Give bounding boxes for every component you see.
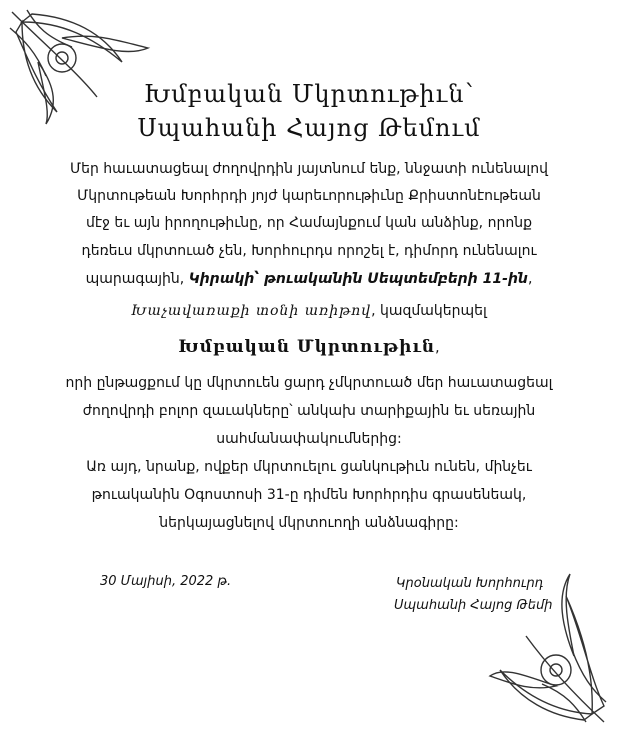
text-line-13: ներկայացնելով մկրտուողի անձնագիրը: [159,515,459,531]
line-5-prefix: պարագային, [85,271,185,287]
text-line-4: դեռեւս մկրտուած չեն, Խորհուրդս որոշել է, դիմորդ ունենալու [81,243,537,259]
line-7-suffix: , [435,340,440,356]
text-line-6 [0,303,618,319]
event-date-text: Կիրակի՝ թուականին Սեպտեմբերի 11-ին [188,271,528,287]
top-left-ornament [2,2,152,127]
text-line-1: Մեր հաւատացեալ ժողովրդին յայտնում ենք, ննջատի ունենալով [70,161,548,177]
text-line-5 [0,271,618,287]
signature-line-1: Կրօնական Խորհուրդ [396,576,544,591]
text-line-3: մէջ եւ այն իրողութիւնը, որ Համայնքում կան անձինք, որոնք [86,215,532,231]
text-line-12: թուականին Օգոստոսի 31-ը դիմեն Խորհրդիս գրասենեակ, [91,487,527,503]
title-line-2: Սպահանի Հայոց Թեմում [137,114,481,142]
document-date: 30 Մայիսի, 2022 թ. [100,574,232,589]
text-line-7 [0,337,618,357]
event-name: Խմբական Մկրտութիւն [178,337,436,357]
line-5-suffix: , [527,271,533,287]
feast-name: Խաչավառաքի տօնի առիթով [131,303,372,319]
text-line-8: որի ընթացքում կը մկրտուեն ցարդ չմկրտուած մեր հաւատացեալ [65,375,553,391]
text-line-11: Առ այդ, նրանք, ովքեր մկրտուելու ցանկութիւն ունեն, մինչեւ [86,459,532,475]
text-line-10: սահմանափակումներից: [216,431,402,447]
title-line-1: Խմբական Մկրտութիւն՝ [143,80,475,108]
text-line-9: ժողովրդի բոլոր զաւակները՝ անկախ տարիքային եւ սեռային [82,403,536,419]
line-6-suffix: , կազմակերպել [371,303,487,319]
text-line-2: Մկրտութեան Խորհրդի յոյժ կարեւորութիւնը Քրիստոնէութեան [77,188,541,204]
signature-line-2: Սպահանի Հայոց Թեմի [394,598,553,613]
